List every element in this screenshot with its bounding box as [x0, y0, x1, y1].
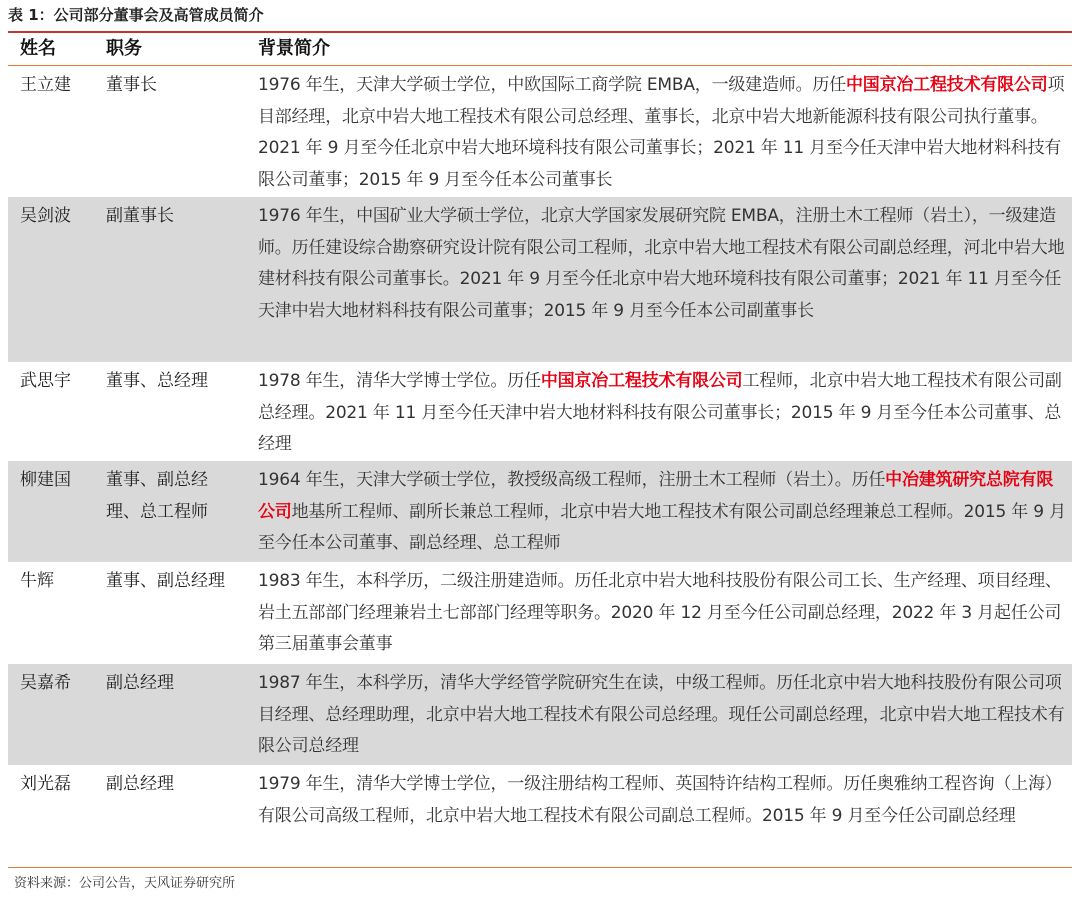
- highlighted-company: 中冶建筑研究总院有限公司: [258, 470, 1054, 522]
- bio-text: 地基所工程师、副所长兼总工程师，北京中岩大地工程技术有限公司副总经理兼总工程师。2015 年 9 月至今任本公司董事、副总经理、总工程师: [258, 501, 1066, 553]
- person-role: 副董事长: [106, 206, 174, 226]
- table-row: [8, 362, 1072, 461]
- bio-text: 项目部经理，北京中岩大地工程技术有限公司总经理、董事长，北京中岩大地新能源科技有限公司执行董事。2021 年 9 月至今任北京中岩大地环境科技有限公司董事长；2021 年 11 月至今任天津中岩大地材料科技有限公司董事；2015 年 9 月至今任本公司董事长: [258, 75, 1065, 190]
- person-role: 董事、总经理: [106, 371, 208, 391]
- table-row: [8, 664, 1072, 765]
- table-row: [8, 562, 1072, 664]
- person-role: 董事、副总经理、总工程师: [106, 470, 208, 522]
- bio-text: 1987 年生，本科学历，清华大学经管学院研究生在读，中级工程师。历任北京中岩大地科技股份有限公司项目经理、总经理助理，北京中岩大地工程技术有限公司总经理。现任公司副总经理，北京中岩大地工程技术有限公司总经理: [258, 673, 1065, 756]
- profile-table: [8, 66, 1072, 865]
- table-header: [8, 33, 1072, 65]
- person-bio: [258, 465, 1066, 560]
- bio-text: 1976 年生，天津大学硕士学位，中欧国际工商学院 EMBA，一级建造师。历任: [258, 75, 846, 95]
- person-bio: [258, 201, 1066, 327]
- bio-text: 1983 年生，本科学历，二级注册建造师。历任北京中岩大地科技股份有限公司工长、生产经理、项目经理、岩土五部部门经理兼岩土七部部门经理等职务。2020 年 12 月至今任公司副总经理，2022 年 3 月起任公司第三届董事会董事: [258, 571, 1062, 654]
- person-role: 董事、副总经理: [106, 571, 225, 591]
- person-bio: [258, 566, 1066, 661]
- bio-text: 1978 年生，清华大学博士学位。历任: [258, 371, 541, 391]
- person-name: 武思宇: [20, 371, 71, 391]
- table-row: [8, 197, 1072, 362]
- person-name: 柳建国: [20, 470, 71, 490]
- person-role: 副总经理: [106, 673, 174, 693]
- table-row: [8, 765, 1072, 865]
- highlighted-company: 中国京冶工程技术有限公司: [845, 75, 1048, 95]
- table-title: 表 1：公司部分董事会及高管成员简介: [8, 6, 264, 24]
- bio-text: 工程师，北京中岩大地工程技术有限公司副总经理。2021 年 11 月至今任天津中岩大地材料科技有限公司董事长；2015 年 9 月至今任本公司董事、总经理: [258, 371, 1062, 454]
- table-row: [8, 461, 1072, 562]
- header-name: 姓名: [20, 38, 56, 59]
- person-bio: [258, 668, 1066, 763]
- person-role: 副总经理: [106, 774, 174, 794]
- header-bio: 背景简介: [258, 38, 330, 59]
- person-bio: [258, 70, 1066, 196]
- person-role: 董事长: [106, 75, 157, 95]
- bio-text: 1979 年生，清华大学博士学位，一级注册结构工程师、英国特许结构工程师。历任奥雅纳工程咨询（上海）有限公司高级工程师，北京中岩大地工程技术有限公司副总工程师。2015 年 9 月至今任公司副总经理: [258, 774, 1062, 826]
- person-name: 牛辉: [20, 571, 54, 591]
- person-name: 刘光磊: [20, 774, 71, 794]
- header-role: 职务: [106, 38, 142, 59]
- person-bio: [258, 769, 1066, 832]
- person-name: 王立建: [20, 75, 71, 95]
- person-bio: [258, 366, 1066, 461]
- bio-text: 1976 年生，中国矿业大学硕士学位，北京大学国家发展研究院 EMBA，注册土木工程师（岩土），一级建造师。历任建设综合勘察研究设计院有限公司工程师，北京中岩大地工程技术有限公司副总经理，河北中岩大地建材科技有限公司董事长。2021 年 9 月至今任北京中岩大地环境科技有限公司董事；2021 年 11 月至今任天津中岩大地材料科技有限公司董事；2015 年 9 月至今任本公司副董事长: [258, 206, 1065, 321]
- table-row: [8, 66, 1072, 197]
- highlighted-company: 中国京冶工程技术有限公司: [540, 371, 743, 391]
- bottom-rule: [8, 867, 1072, 868]
- source-note: 资料来源：公司公告，天风证券研究所: [14, 876, 236, 891]
- person-name: 吴剑波: [20, 206, 71, 226]
- bio-text: 1964 年生，天津大学硕士学位，教授级高级工程师，注册土木工程师（岩土）。历任: [258, 470, 886, 490]
- person-name: 吴嘉希: [20, 673, 71, 693]
